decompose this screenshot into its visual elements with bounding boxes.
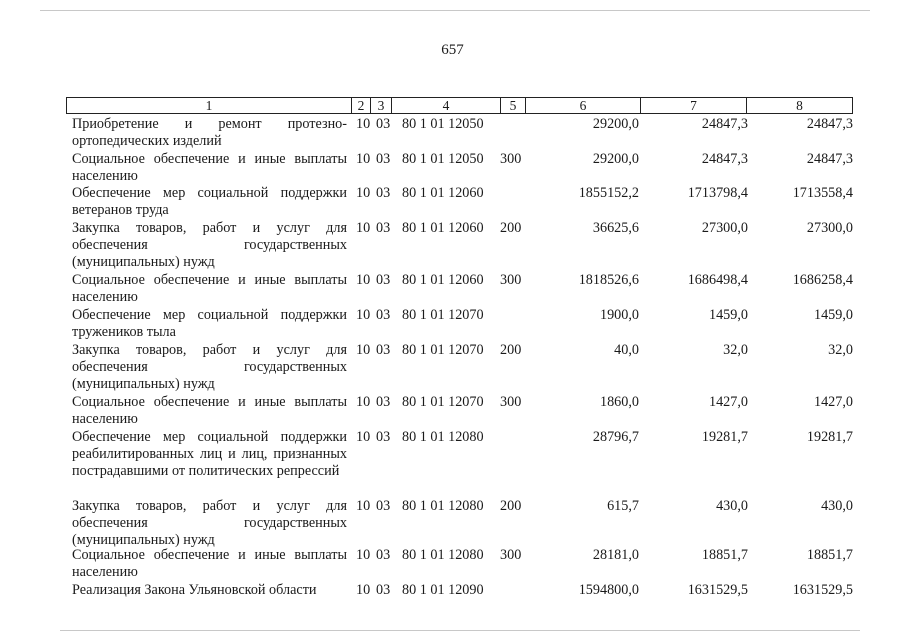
scan-edge-bottom	[60, 630, 860, 631]
row-name: Обеспечение мер социальной поддержки тружеников тыла	[72, 307, 347, 341]
cell-col7: 27300,0	[701, 220, 748, 236]
cell-col8: 24847,3	[806, 151, 853, 167]
header-col-3: 3	[371, 98, 392, 113]
cell-target-article: 80 1 01 12070	[402, 307, 484, 323]
row-name: Обеспечение мер социальной поддержки ветеранов труда	[72, 185, 347, 219]
cell-section: 10	[356, 547, 371, 563]
cell-col6: 29200,0	[592, 151, 639, 167]
scan-edge-top	[40, 10, 870, 11]
cell-col7: 18851,7	[701, 547, 748, 563]
row-name: Социальное обеспечение и иные выплаты населению	[72, 547, 347, 581]
cell-target-article: 80 1 01 12070	[402, 394, 484, 410]
cell-col8: 1686258,4	[792, 272, 853, 288]
header-col-1: 1	[67, 98, 352, 113]
page-number: 657	[441, 42, 464, 58]
row-name: Социальное обеспечение и иные выплаты населению	[72, 151, 347, 185]
cell-expense-type: 300	[500, 272, 522, 288]
cell-col7: 1427,0	[708, 394, 748, 410]
cell-section: 10	[356, 582, 371, 598]
cell-col6: 615,7	[607, 498, 639, 514]
cell-section: 10	[356, 498, 371, 514]
header-col-6: 6	[526, 98, 641, 113]
cell-section: 10	[356, 394, 371, 410]
cell-col6: 1818526,6	[578, 272, 639, 288]
cell-col6: 28796,7	[592, 429, 639, 445]
cell-section: 10	[356, 342, 371, 358]
cell-expense-type: 300	[500, 547, 522, 563]
cell-col8: 1459,0	[813, 307, 853, 323]
cell-target-article: 80 1 01 12090	[402, 582, 484, 598]
cell-col8: 18851,7	[806, 547, 853, 563]
header-col-2: 2	[352, 98, 371, 113]
header-col-8: 8	[796, 98, 803, 113]
cell-subsection: 03	[376, 185, 391, 201]
cell-subsection: 03	[376, 547, 391, 563]
cell-expense-type: 200	[500, 342, 522, 358]
cell-subsection: 03	[376, 116, 391, 132]
cell-col6: 29200,0	[592, 116, 639, 132]
cell-section: 10	[356, 116, 371, 132]
cell-target-article: 80 1 01 12060	[402, 220, 484, 236]
row-name: Реализация Закона Ульяновской области	[72, 582, 317, 598]
cell-subsection: 03	[376, 582, 391, 598]
cell-col7: 1631529,5	[687, 582, 748, 598]
cell-col8: 19281,7	[806, 429, 853, 445]
cell-col6: 1855152,2	[578, 185, 639, 201]
cell-col8: 24847,3	[806, 116, 853, 132]
cell-col6: 1594800,0	[578, 582, 639, 598]
row-name: Приобретение и ремонт протезно-ортопедических изделий	[72, 116, 347, 150]
header-col-4: 4	[392, 98, 501, 113]
row-name: Закупка товаров, работ и услуг для обеспечения государственных (муниципальных) нужд	[72, 220, 347, 271]
table-header	[66, 97, 853, 114]
cell-expense-type: 300	[500, 151, 522, 167]
cell-section: 10	[356, 220, 371, 236]
cell-section: 10	[356, 151, 371, 167]
row-name: Социальное обеспечение и иные выплаты населению	[72, 394, 347, 428]
cell-subsection: 03	[376, 394, 391, 410]
cell-col6: 36625,6	[592, 220, 639, 236]
cell-subsection: 03	[376, 220, 391, 236]
cell-section: 10	[356, 307, 371, 323]
cell-col7: 430,0	[716, 498, 748, 514]
cell-target-article: 80 1 01 12080	[402, 498, 484, 514]
cell-target-article: 80 1 01 12050	[402, 116, 484, 132]
cell-section: 10	[356, 429, 371, 445]
row-name: Обеспечение мер социальной поддержки реабилитированных лиц и лиц, признанных пострадавшими от политических репрессий	[72, 429, 347, 480]
cell-col8: 1631529,5	[792, 582, 853, 598]
cell-col6: 28181,0	[592, 547, 639, 563]
cell-col7: 24847,3	[701, 116, 748, 132]
cell-target-article: 80 1 01 12080	[402, 547, 484, 563]
cell-target-article: 80 1 01 12080	[402, 429, 484, 445]
cell-col8: 1713558,4	[792, 185, 853, 201]
header-col-5: 5	[501, 98, 526, 113]
cell-col6: 1900,0	[599, 307, 639, 323]
cell-target-article: 80 1 01 12060	[402, 272, 484, 288]
cell-col6: 40,0	[614, 342, 639, 358]
cell-col8: 430,0	[821, 498, 853, 514]
cell-col7: 32,0	[723, 342, 748, 358]
row-name: Социальное обеспечение и иные выплаты населению	[72, 272, 347, 306]
cell-target-article: 80 1 01 12060	[402, 185, 484, 201]
cell-col8: 32,0	[828, 342, 853, 358]
cell-col8: 27300,0	[806, 220, 853, 236]
cell-subsection: 03	[376, 342, 391, 358]
cell-subsection: 03	[376, 307, 391, 323]
cell-section: 10	[356, 185, 371, 201]
cell-col7: 1459,0	[708, 307, 748, 323]
cell-subsection: 03	[376, 429, 391, 445]
cell-subsection: 03	[376, 498, 391, 514]
cell-subsection: 03	[376, 272, 391, 288]
cell-col7: 1713798,4	[687, 185, 748, 201]
row-name: Закупка товаров, работ и услуг для обеспечения государственных (муниципальных) нужд	[72, 342, 347, 393]
cell-target-article: 80 1 01 12070	[402, 342, 484, 358]
cell-col6: 1860,0	[599, 394, 639, 410]
cell-col7: 24847,3	[701, 151, 748, 167]
cell-col7: 19281,7	[701, 429, 748, 445]
cell-subsection: 03	[376, 151, 391, 167]
cell-col8: 1427,0	[813, 394, 853, 410]
header-col-7: 7	[641, 98, 747, 113]
cell-target-article: 80 1 01 12050	[402, 151, 484, 167]
cell-col7: 1686498,4	[687, 272, 748, 288]
cell-expense-type: 300	[500, 394, 522, 410]
row-name: Закупка товаров, работ и услуг для обеспечения государственных (муниципальных) нужд	[72, 498, 347, 549]
cell-expense-type: 200	[500, 220, 522, 236]
cell-expense-type: 200	[500, 498, 522, 514]
cell-section: 10	[356, 272, 371, 288]
